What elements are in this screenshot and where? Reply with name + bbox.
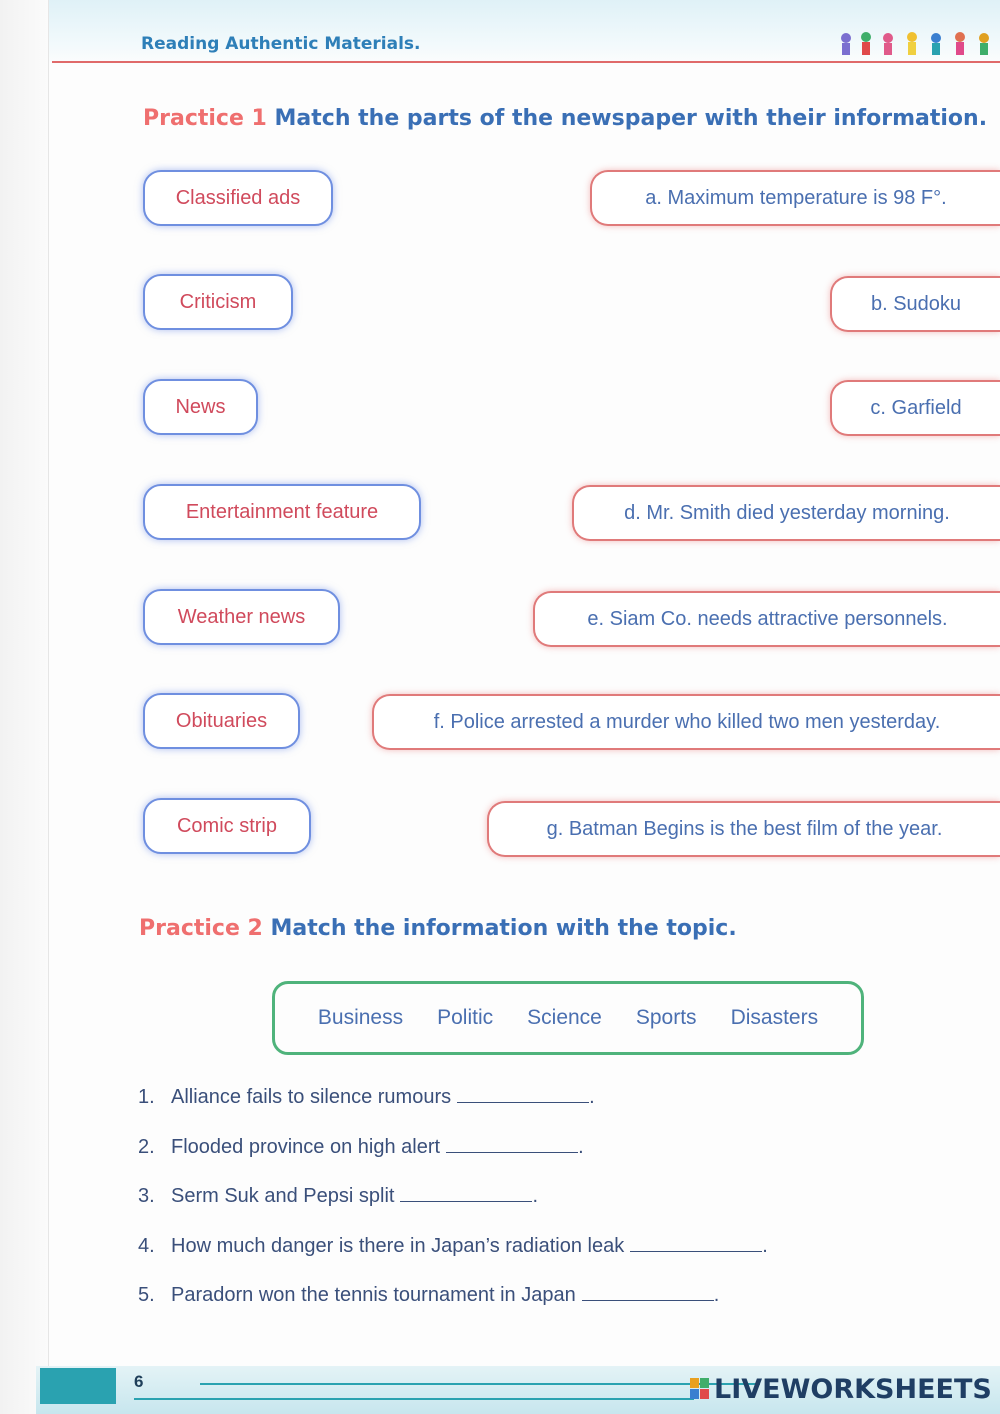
footer-rule-lower (134, 1398, 694, 1400)
answer-blank[interactable] (400, 1183, 532, 1202)
question-2: 2. Flooded province on high alert . (138, 1136, 584, 1158)
answer-blank[interactable] (630, 1233, 762, 1252)
page-binding-strip (0, 0, 49, 1414)
liveworksheets-logo-icon (690, 1378, 710, 1400)
footer-rule (200, 1383, 760, 1385)
watermark-text: LIVEWORKSHEETS (714, 1373, 992, 1405)
practice2-heading (139, 916, 737, 941)
term-entertainment-feature[interactable]: Entertainment feature (143, 484, 421, 540)
topic-disasters[interactable]: Disasters (730, 1006, 819, 1029)
option-g[interactable]: g. Batman Begins is the best film of the year. (487, 801, 1000, 857)
term-obituaries[interactable]: Obituaries (143, 693, 300, 749)
children-figures-icon (836, 30, 1000, 64)
term-weather-news[interactable]: Weather news (143, 589, 340, 645)
question-number: 2. (138, 1136, 155, 1158)
question-4: 4. How much danger is there in Japan’s radiation leak . (138, 1235, 768, 1257)
term-criticism[interactable]: Criticism (143, 274, 293, 330)
topic-word-bank (272, 981, 864, 1055)
term-comic-strip[interactable]: Comic strip (143, 798, 311, 854)
liveworksheets-watermark (690, 1374, 992, 1404)
option-e[interactable]: e. Siam Co. needs attractive personnels. (533, 591, 1000, 647)
question-text: Alliance fails to silence rumours (171, 1086, 452, 1108)
question-number: 4. (138, 1235, 155, 1257)
question-number: 5. (138, 1284, 155, 1306)
practice2-instruction: Match the information with the topic. (270, 916, 737, 941)
page-number: 6 (134, 1372, 144, 1391)
topic-business[interactable]: Business (317, 1006, 404, 1029)
footer-tab (40, 1368, 116, 1404)
practice1-label: Practice 1 (143, 106, 267, 131)
question-text: How much danger is there in Japan’s radiation leak (171, 1235, 625, 1257)
question-5: 5. Paradorn won the tennis tournament in Japan . (138, 1284, 720, 1306)
option-d[interactable]: d. Mr. Smith died yesterday morning. (572, 485, 1000, 541)
question-1: 1. Alliance fails to silence rumours . (138, 1086, 595, 1108)
header-title: Reading Authentic Materials. (141, 34, 421, 54)
question-number: 1. (138, 1086, 155, 1108)
topic-sports[interactable]: Sports (635, 1006, 697, 1029)
practice1-heading (143, 106, 987, 131)
term-classified-ads[interactable]: Classified ads (143, 170, 333, 226)
topic-science[interactable]: Science (527, 1006, 602, 1029)
question-number: 3. (138, 1185, 155, 1207)
question-text: Paradorn won the tennis tournament in Japan (171, 1284, 576, 1306)
answer-blank[interactable] (457, 1084, 589, 1103)
practice2-label: Practice 2 (139, 916, 263, 941)
practice1-instruction: Match the parts of the newspaper with their information. (274, 106, 988, 131)
question-text: Flooded province on high alert (171, 1136, 441, 1158)
topic-politic[interactable]: Politic (437, 1006, 494, 1029)
option-a[interactable]: a. Maximum temperature is 98 F°. (590, 170, 1000, 226)
term-news[interactable]: News (143, 379, 258, 435)
answer-blank[interactable] (446, 1134, 578, 1153)
option-b[interactable]: b. Sudoku (830, 276, 1000, 332)
answer-blank[interactable] (582, 1282, 714, 1301)
option-c[interactable]: c. Garfield (830, 380, 1000, 436)
option-f[interactable]: f. Police arrested a murder who killed two men yesterday. (372, 694, 1000, 750)
question-3: 3. Serm Suk and Pepsi split . (138, 1185, 538, 1207)
question-text: Serm Suk and Pepsi split (171, 1185, 395, 1207)
